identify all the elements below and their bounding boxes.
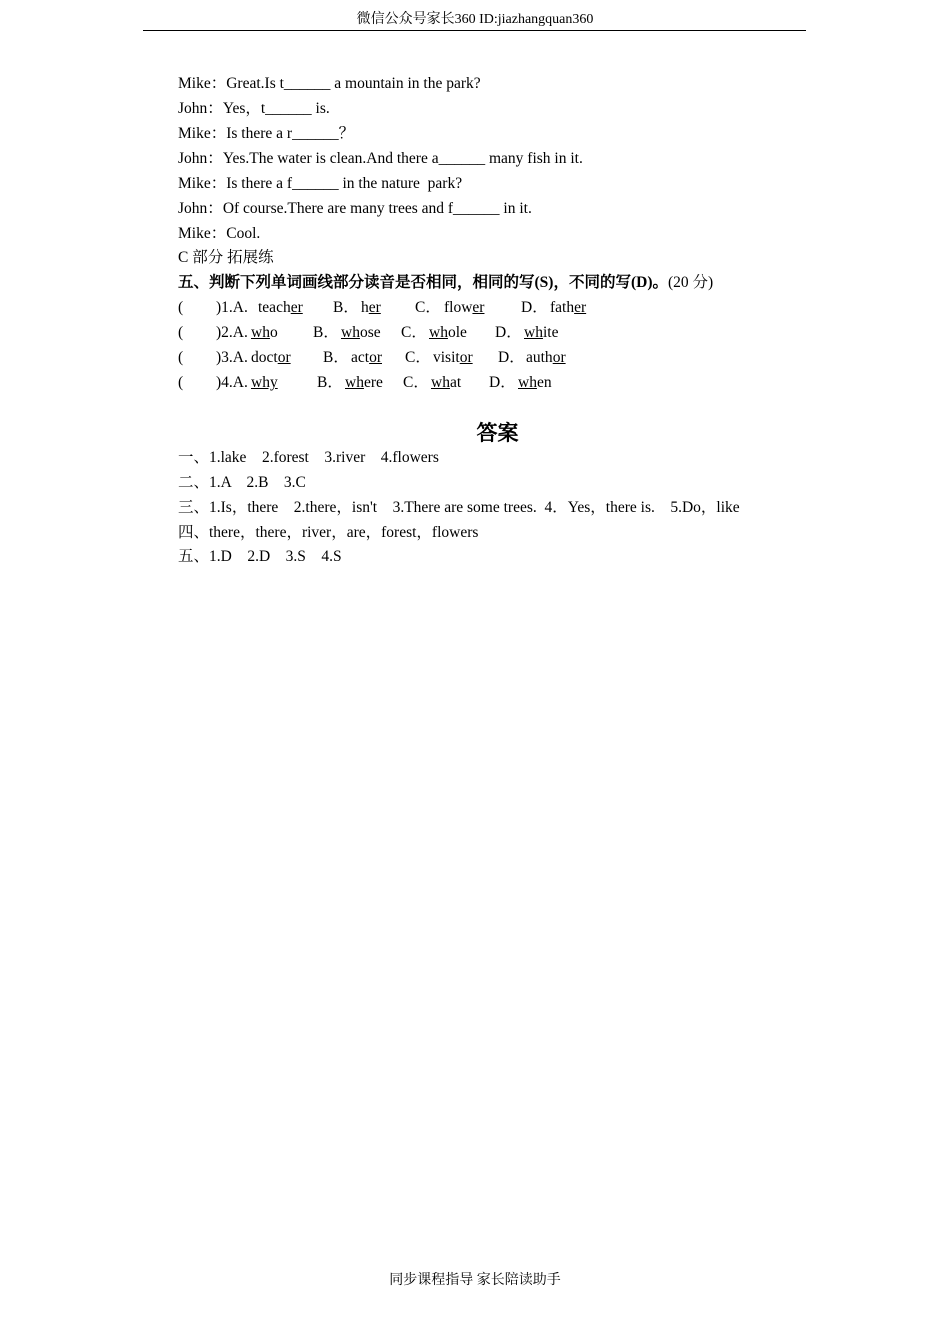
option-c-word: visitor bbox=[433, 349, 473, 366]
underlined-part: wh bbox=[524, 324, 543, 341]
speaker: Mike bbox=[178, 75, 211, 92]
option-b-word: where bbox=[345, 374, 383, 391]
speaker: Mike bbox=[178, 175, 211, 192]
dialogue-text: Cool. bbox=[226, 225, 261, 242]
separator: ： bbox=[207, 150, 223, 167]
option-b-label: B． bbox=[323, 349, 349, 366]
header-divider bbox=[143, 30, 806, 31]
underlined-part: or bbox=[552, 349, 566, 366]
option-a-word: teacher bbox=[258, 299, 303, 316]
answer-blank-open: ( bbox=[178, 374, 184, 391]
answer-line: 四、there，there，river，are，forest，flowers bbox=[178, 524, 479, 541]
dialogue-text: Of course.There are many trees and f______ in it. bbox=[222, 200, 532, 217]
option-b-word: her bbox=[361, 299, 381, 316]
speaker: John bbox=[178, 100, 208, 117]
option-c-word: whole bbox=[429, 324, 467, 341]
score-label: (20 分) bbox=[668, 274, 714, 291]
dialogue-line bbox=[178, 74, 481, 94]
page-footer: 同步课程指导 家长陪读助手 bbox=[389, 1273, 561, 1288]
underlined-part: why bbox=[251, 374, 278, 391]
question-row bbox=[178, 298, 778, 318]
answer-line: 二、1.A 2.B 3.C bbox=[178, 474, 306, 491]
section-five-heading bbox=[178, 273, 713, 293]
separator: ： bbox=[210, 175, 227, 192]
option-c-word: what bbox=[431, 374, 462, 391]
separator: ： bbox=[207, 200, 223, 217]
speaker: John bbox=[178, 150, 208, 167]
option-c-word: flower bbox=[444, 299, 485, 316]
option-d-label: D． bbox=[489, 374, 516, 391]
option-d-word: white bbox=[524, 324, 559, 341]
dialogue-line bbox=[178, 124, 354, 144]
option-a-word: who bbox=[251, 324, 278, 341]
option-d-label: D． bbox=[498, 349, 525, 366]
option-a-word: doctor bbox=[251, 349, 291, 366]
instruction-text: )，不同的写( bbox=[548, 274, 637, 291]
underlined-part: wh bbox=[431, 374, 450, 391]
question-number: )2.A. bbox=[216, 324, 248, 341]
underlined-part: er bbox=[290, 299, 303, 316]
question-number: )1.A. bbox=[216, 299, 248, 316]
question-row bbox=[178, 323, 778, 343]
dialogue-line bbox=[178, 174, 462, 194]
page-header: 微信公众号家长360 ID:jiazhangquan360 bbox=[356, 12, 594, 27]
underlined-part: or bbox=[459, 349, 473, 366]
underlined-part: wh bbox=[341, 324, 360, 341]
separator: ： bbox=[210, 225, 227, 242]
dialogue-line bbox=[178, 199, 532, 219]
underlined-part: wh bbox=[345, 374, 364, 391]
dialogue-line bbox=[178, 99, 330, 119]
option-b-label: B． bbox=[317, 374, 343, 391]
option-d-word: when bbox=[518, 374, 552, 391]
underlined-part: wh bbox=[251, 324, 270, 341]
underlined-part: or bbox=[369, 349, 382, 366]
question-row bbox=[178, 373, 778, 393]
instruction-text: 五、判断下列单词画线部分读音是否相同，相同的写( bbox=[178, 274, 540, 291]
underlined-part: wh bbox=[429, 324, 448, 341]
answer-line: 一、1.lake 2.forest 3.river 4.flowers bbox=[178, 449, 439, 466]
different-marker: D bbox=[636, 274, 648, 291]
dialogue-text: Is there a f______ in the nature park? bbox=[226, 175, 463, 192]
same-marker: S bbox=[539, 274, 549, 291]
underlined-part: er bbox=[574, 299, 587, 316]
option-b-word: actor bbox=[351, 349, 382, 366]
speaker: Mike bbox=[178, 225, 211, 242]
option-a-word bbox=[251, 373, 278, 393]
dialogue-text: Yes，t______ is. bbox=[222, 100, 330, 117]
option-d-word: author bbox=[526, 349, 566, 366]
option-d-label: D． bbox=[495, 324, 522, 341]
instruction-text: )。 bbox=[647, 274, 668, 291]
speaker: John bbox=[178, 200, 208, 217]
option-c-label: C． bbox=[401, 324, 427, 341]
dialogue-line bbox=[178, 224, 260, 244]
option-c-label: C． bbox=[415, 299, 441, 316]
answer-blank-open: ( bbox=[178, 324, 184, 341]
answer-line: 三、1.Is，there 2.there，isn't 3.There are some trees. 4．Yes，there is. 5.Do，like bbox=[178, 499, 740, 516]
answer-blank-open: ( bbox=[178, 299, 184, 316]
option-b-label: B． bbox=[313, 324, 339, 341]
question-row bbox=[178, 348, 778, 368]
separator: ： bbox=[210, 75, 227, 92]
separator: ： bbox=[207, 100, 223, 117]
option-c-label: C． bbox=[405, 349, 431, 366]
answer-line: 五、1.D 2.D 3.S 4.S bbox=[178, 548, 342, 565]
underlined-part: er bbox=[472, 299, 485, 316]
underlined-part: wh bbox=[518, 374, 537, 391]
question-number: )3.A. bbox=[216, 349, 248, 366]
answer-blank-open: ( bbox=[178, 349, 184, 366]
option-c-label: C． bbox=[403, 374, 429, 391]
speaker: Mike bbox=[178, 125, 211, 142]
option-b-label: B． bbox=[333, 299, 359, 316]
separator: ： bbox=[210, 125, 227, 142]
option-d-word: father bbox=[550, 299, 587, 316]
section-c-heading: C 部分 拓展练 bbox=[178, 249, 274, 266]
dialogue-text: Is there a r______？ bbox=[226, 125, 355, 142]
option-b-word: whose bbox=[341, 324, 381, 341]
underlined-part: er bbox=[368, 299, 381, 316]
dialogue-line bbox=[178, 149, 583, 169]
option-d-label: D． bbox=[521, 299, 548, 316]
question-number: )4.A. bbox=[216, 374, 248, 391]
underlined-part: or bbox=[277, 349, 291, 366]
dialogue-text: Great.Is t______ a mountain in the park? bbox=[226, 75, 481, 92]
answers-title: 答案 bbox=[476, 421, 519, 445]
dialogue-text: Yes.The water is clean.And there a______ many fish in it. bbox=[222, 150, 583, 167]
